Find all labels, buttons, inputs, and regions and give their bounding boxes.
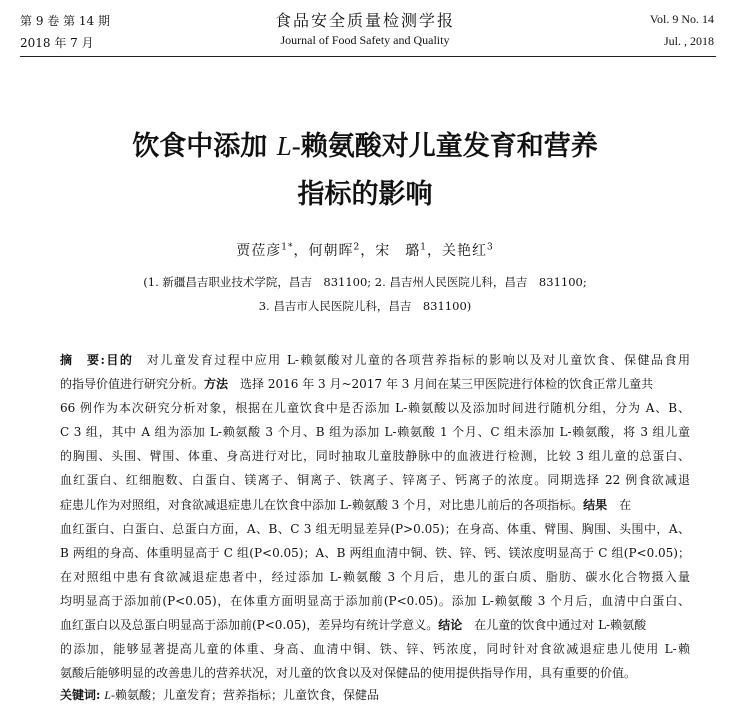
abstract-line: 血红蛋白、白蛋白、总蛋白方面，A、B、C 3 组无明显差异(P>0.05)；在身高、体重、臂围、胸围、头围中，A、 (60, 521, 690, 536)
keywords-text: 赖氨酸；儿童发育；营养指标；儿童饮食，保健品 (114, 688, 379, 702)
abstract-line (60, 348, 690, 372)
abstract-line (60, 493, 690, 517)
affiliation-line1: (1. 新疆昌吉职业技术学院，昌吉 831100; 2. 昌吉州人民医院儿科，昌吉 831100; (143, 275, 587, 289)
affiliation-line2: 3. 昌吉市人民医院儿科，昌吉 831100) (258, 299, 472, 313)
abstract-text: 症患儿作为对照组，对食欲减退症患儿在饮食中添加 L-赖氨酸 3 个月，对比患儿前后的各项指标。 (60, 497, 584, 512)
abstract-line: 在对照组中患有食欲减退症患者中，经过添加 L-赖氨酸 3 个月后，患儿的蛋白质、脂肪、碳水化合物摄入量 (60, 569, 690, 584)
abstract-label: 摘 要: (60, 353, 105, 367)
date-en: Jul. , 2018 (663, 34, 714, 48)
journal-name-en: Journal of Food Safety and Quality (280, 33, 450, 47)
journal-name-cn: 食品安全质量检测学报 (274, 11, 455, 30)
abstract-text: 血红蛋白以及总蛋白明显高于添加前(P<0.05)，差异均有统计学意义。 (60, 618, 439, 633)
abstract-line (60, 613, 690, 637)
result-label: 结果 (583, 497, 608, 512)
abstract-text: 在儿童的饮食中通过对 L-赖氨酸 (474, 618, 647, 633)
paper-title-line1 (0, 124, 730, 163)
author-name: ，宋 璐 (360, 243, 421, 259)
abstract-line: 的添加，能够显著提高儿童的体重、身高、血清中铜、铁、锌、钙浓度，同时针对食欲减退症患儿使用 L-赖 (60, 642, 690, 657)
abstract-line: 的胸围、头围、臂围、体重、身高进行对比，同时抽取儿童肢静脉中的血液进行检测，比较 3 组儿童的总蛋白、 (60, 449, 690, 464)
volume-issue-en: Vol. 9 No. 14 (649, 12, 714, 26)
date-cn: 2018 年 7 月 (20, 36, 94, 50)
abstract-line: 均明显高于添加前(P<0.05)，在体重方面明显高于添加前(P<0.05)。添加 L-赖氨酸 3 个月后，血清中白蛋白、 (60, 593, 690, 608)
author-affil-mark: 3 (486, 242, 494, 253)
abstract-line (60, 372, 690, 396)
paper-title-line2: 指标的影响 (297, 179, 433, 210)
volume-issue-cn: 第 9 卷 第 14 期 (20, 14, 110, 28)
keywords (60, 686, 379, 703)
header-divider (20, 56, 716, 57)
title-part: 饮食中添加 (132, 131, 277, 162)
author-list (0, 240, 730, 260)
abstract-text: 选择 2016 年 3 月~2017 年 3 月间在某三甲医院进行体检的饮食正常儿童共 (240, 377, 654, 392)
title-italic: L- (276, 131, 301, 161)
abstract (60, 348, 690, 685)
abstract-line: B 两组的身高、体重明显高于 C 组(P<0.05)；A、B 两组血清中铜、铁、锌、钙、镁浓度明显高于 C 组(P<0.05)； (60, 545, 690, 560)
author-affil-mark: 1* (281, 242, 294, 253)
keywords-italic: L- (104, 688, 115, 702)
abstract-line: 氨酸后能够明显的改善患儿的营养状况，对儿童的饮食以及对保健品的使用提供指导作用，具有重要的价值。 (60, 666, 637, 681)
abstract-text: 的指导价值进行研究分析。 (60, 377, 205, 392)
author-name: ，关艳红 (426, 243, 487, 259)
keywords-label: 关键词: (60, 688, 101, 702)
abstract-line: C 3 组，其中 A 组为添加 L-赖氨酸 3 个月、B 组为添加 L-赖氨酸 1 个月、C 组未添加 L-赖氨酸，将 3 组儿童 (60, 425, 690, 440)
abstract-text: 在 (619, 497, 632, 512)
conclusion-label: 结论 (438, 618, 463, 633)
author-affil-mark: 2 (353, 242, 361, 253)
author-name: 贾莅彦 (236, 243, 282, 259)
journal-header (0, 6, 730, 54)
abstract-line: 66 例作为本次研究分析对象，根据在儿童饮食中是否添加 L-赖氨酸以及添加时间进行随机分组，分为 A、B、 (60, 401, 690, 416)
author-name: ，何朝晖 (293, 243, 354, 259)
method-label: 方法 (204, 377, 229, 392)
author-affil-mark: 1 (420, 242, 427, 253)
title-part: 赖氨酸对儿童发育和营养 (300, 131, 598, 162)
purpose-label: 目的 (104, 353, 134, 367)
abstract-line: 血红蛋白、红细胞数、白蛋白、镁离子、铜离子、铁离子、锌离子、钙离子的浓度。同期选择 22 例食欲减退 (60, 473, 690, 488)
abstract-text: 对儿童发育过程中应用 L-赖氨酸对儿童的各项营养指标的影响以及对儿童饮食、保健品食用 (146, 353, 690, 367)
